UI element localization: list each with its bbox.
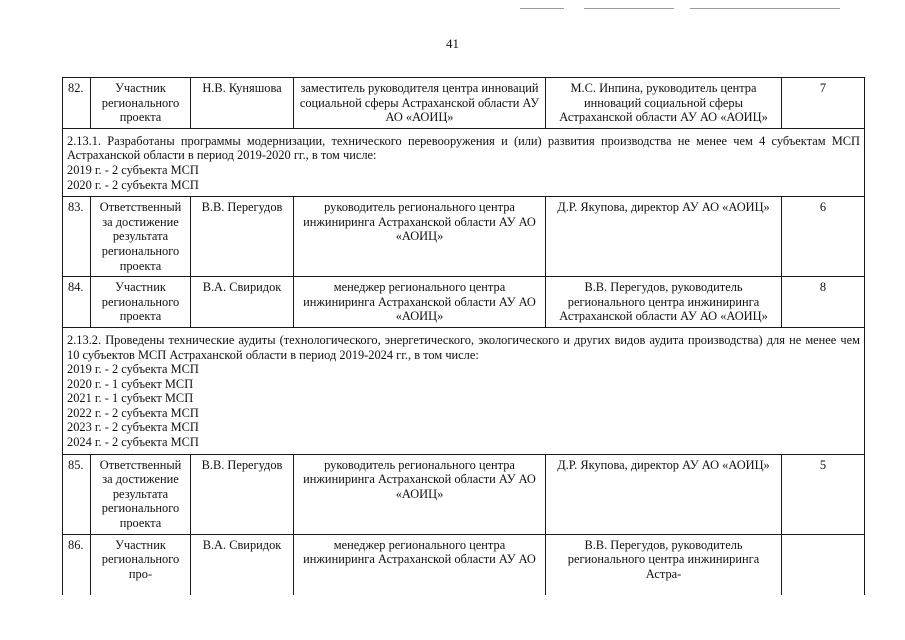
position-cell: руководитель регионального центра инжиниринга Астраханской области АУ АО «АОИЦ»: [294, 197, 546, 277]
header-rule: [584, 8, 674, 9]
section-cell: [63, 128, 865, 196]
section-item: 2021 г. - 1 субъект МСП: [67, 391, 194, 406]
section-item: 2019 г. - 2 субъекта МСП: [67, 162, 199, 177]
section-item: 2023 г. - 2 субъекта МСП: [67, 420, 199, 435]
row-number: 84.: [63, 277, 91, 328]
table-row: [63, 197, 865, 277]
section-item: 2020 г. - 2 субъекта МСП: [67, 177, 199, 192]
position-cell: менеджер регионального центра инжиниринга Астраханской области АУ АО: [294, 534, 546, 595]
section-item: 2020 г. - 1 субъект МСП: [67, 376, 194, 391]
header-rule: [520, 8, 564, 9]
table-row: [63, 277, 865, 328]
workload-cell: 7: [782, 78, 865, 129]
role-cell: Ответственный за достижение результата регионального проекта: [91, 454, 191, 534]
section-item: 2019 г. - 2 субъекта МСП: [67, 362, 199, 377]
row-number: 85.: [63, 454, 91, 534]
supervisor-cell: В.В. Перегудов, руководитель регионального центра инжиниринга Астра-: [546, 534, 782, 595]
workload-cell: [782, 534, 865, 595]
workload-cell: 5: [782, 454, 865, 534]
person-cell: В.В. Перегудов: [191, 454, 294, 534]
section-item: 2024 г. - 2 субъекта МСП: [67, 435, 199, 450]
table-row: [63, 454, 865, 534]
row-number: 83.: [63, 197, 91, 277]
row-number: 86.: [63, 534, 91, 595]
person-cell: Н.В. Куняшова: [191, 78, 294, 129]
section-row: [63, 128, 865, 196]
section-cell: [63, 327, 865, 454]
section-item: 2022 г. - 2 субъекта МСП: [67, 405, 199, 420]
supervisor-cell: Д.Р. Якупова, директор АУ АО «АОИЦ»: [546, 197, 782, 277]
table-row: [63, 78, 865, 129]
workload-cell: 6: [782, 197, 865, 277]
header-rule: [690, 8, 840, 9]
supervisor-cell: Д.Р. Якупова, директор АУ АО «АОИЦ»: [546, 454, 782, 534]
page-number: 41: [446, 36, 459, 51]
section-title: 2.13.1. Разработаны программы модернизации, технического перевооружения и (или) развития производства не менее чем 4 субъектам МСП Астраханской области в период 2019-2020 гг., в том числе:: [67, 133, 860, 163]
position-cell: менеджер регионального центра инжиниринга Астраханской области АУ АО «АОИЦ»: [294, 277, 546, 328]
person-cell: В.А. Свиридок: [191, 534, 294, 595]
position-cell: заместитель руководителя центра инноваций социальной сферы Астраханской области АУ АО «АОИЦ»: [294, 78, 546, 129]
position-cell: руководитель регионального центра инжиниринга Астраханской области АУ АО «АОИЦ»: [294, 454, 546, 534]
workload-cell: 8: [782, 277, 865, 328]
row-number: 82.: [63, 78, 91, 129]
responsibility-table: [62, 77, 865, 595]
role-cell: Ответственный за достижение результата регионального проекта: [91, 197, 191, 277]
supervisor-cell: М.С. Инпина, руководитель центра инноваций социальной сферы Астраханской области АУ АО «АОИЦ»: [546, 78, 782, 129]
supervisor-cell: В.В. Перегудов, руководитель регионального центра инжиниринга Астраханской области АУ АО «АОИЦ»: [546, 277, 782, 328]
person-cell: В.А. Свиридок: [191, 277, 294, 328]
section-title: 2.13.2. Проведены технические аудиты (технологического, энергетического, экологического и других видов аудита производства) для не менее чем 10 субъектов МСП Астраханской области в период 2019-2024 гг., в том числе:: [67, 332, 860, 362]
table-row: [63, 534, 865, 595]
section-row: [63, 327, 865, 454]
role-cell: Участник регионального про-: [91, 534, 191, 595]
person-cell: В.В. Перегудов: [191, 197, 294, 277]
role-cell: Участник регионального проекта: [91, 277, 191, 328]
role-cell: Участник регионального проекта: [91, 78, 191, 129]
